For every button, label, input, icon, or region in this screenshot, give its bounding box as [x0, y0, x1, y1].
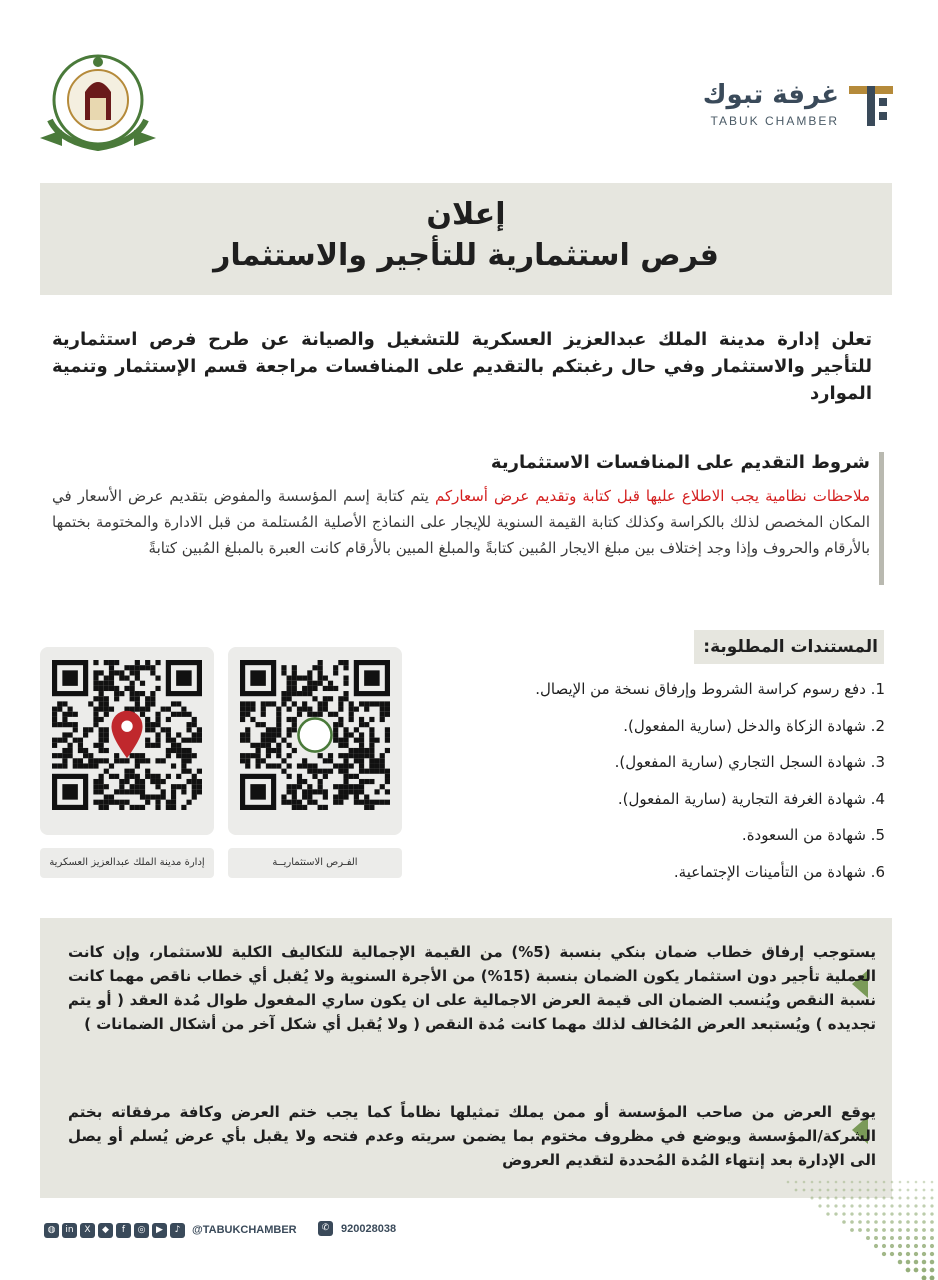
instagram-icon[interactable]: ◎: [134, 1223, 149, 1238]
location-qr-code[interactable]: [52, 660, 202, 810]
location-qr-card[interactable]: [40, 647, 214, 835]
conditions-title: شروط التقديم على المنافسات الاستثمارية: [490, 452, 870, 473]
chamber-name-english: TABUK CHAMBER: [710, 114, 839, 128]
tabuk-mark-icon: [847, 82, 895, 128]
announcement-subtitle: فرص استثمارية للتأجير والاستثمار: [213, 238, 719, 273]
signature-note: يوقع العرض من صاحب المؤسسة أو ممن يملك تمثيلها نظاماً كما يجب ختم العرض وكافة مرفقاته بختم الشركة/المؤسسة ويوضع في مظروف مختوم بما يضمن سريته وعدم فتحه ولا يقبل بأي عرض يُسلم أو يصل الى الإدارة بعد إنتهاء المُدة المُحددة لتقديم العروض: [68, 1103, 876, 1169]
tiktok-icon[interactable]: ♪: [170, 1223, 185, 1238]
document-item: 5. شهادة من السعودة.: [741, 826, 885, 844]
facebook-icon[interactable]: f: [116, 1223, 131, 1238]
chamber-name-arabic: غرفة تبوك: [702, 80, 839, 110]
documents-list: [440, 675, 885, 894]
phone-number[interactable]: 920028038: [341, 1222, 397, 1235]
document-item: 6. شهادة من التأمينات الإجتماعية.: [673, 862, 885, 881]
opportunities-qr-card[interactable]: [228, 647, 402, 835]
conditions-text: يتم كتابة إسم المؤسسة والمفوض بتقديم عرض الأسعار في المكان المخصص لذلك بالكراسة وكذلك كتابة القيمة السنوية للإيجار على النماذج الأصلية المُستلمة من قبل الادارة والمختومة بختمها بالأرقام والحروف وإذا وجد إختلاف بين مبلغ الايجار المُبين كتابةً والمبلغ المبين بالأرقام كانت العبرة بالمبلغ المُبين كتابةً: [52, 487, 870, 557]
document-item: 2. شهادة الزكاة والدخل (سارية المفعول).: [623, 716, 885, 735]
x-icon[interactable]: X: [80, 1223, 95, 1238]
conditions-accent-bar: [879, 452, 884, 585]
document-item: 1. دفع رسوم كراسة الشروط وإرفاق نسخة من الإيصال.: [535, 680, 885, 698]
linkedin-icon[interactable]: in: [62, 1223, 77, 1238]
conditions-body: [52, 483, 870, 561]
opportunities-qr-label: الفـرص الاستثماريــة: [228, 848, 402, 878]
social-handle[interactable]: @TABUKCHAMBER: [192, 1224, 297, 1236]
social-links: [44, 1221, 297, 1239]
phone-contact[interactable]: [318, 1221, 396, 1236]
document-item: 3. شهادة السجل التجاري (سارية المفعول).: [614, 753, 885, 771]
city-seal-logo: [40, 50, 156, 155]
whatsapp-icon: ✆: [318, 1221, 333, 1236]
tabuk-chamber-logo: [700, 80, 895, 132]
intro-paragraph: تعلن إدارة مدينة الملك عبدالعزيز العسكرية للتشغيل والصيانة عن طرح فرص استثمارية للتأجير والاستثمار وفي حال رغبتكم بالتقديم على المنافسات مراجعة قسم الإستثمار وتنمية الموارد: [52, 329, 872, 404]
decorative-dots: [770, 1180, 938, 1280]
guarantee-note: يستوجب إرفاق خطاب ضمان بنكي بنسبة (5%) من القيمة الإجمالية للتكاليف الكلية للاستثمار، وإن كانت العملية تأجير دون استثمار يكون الضمان بنسبة (15%) من الأجرة السنوية ولا يُقبل أي خطاب ناقص مهما كانت نسبة النقص ويُنسب الضمان الى قيمة العرض الاجمالية على ان يكون ساري المفعول طوال مُدة العقد ( أو يتم تجديده ) ويُستبعد العرض المُخالف لذلك مهما كانت مُدة النقص ( ولا يُقبل أي شكل آخر من أشكال الضمانات ): [68, 943, 877, 1033]
notes-box: [40, 918, 892, 1198]
web-icon[interactable]: ◍: [44, 1223, 59, 1238]
announcement-title: إعلان: [426, 197, 506, 232]
documents-title: المستندات المطلوبة:: [694, 630, 884, 664]
document-item: 4. شهادة الغرفة التجارية (سارية المفعول).: [617, 789, 885, 808]
opportunities-qr-code[interactable]: [240, 660, 390, 810]
snapchat-icon[interactable]: ◆: [98, 1223, 113, 1238]
youtube-icon[interactable]: ▶: [152, 1223, 167, 1238]
conditions-warning-text: ملاحظات نظامية يجب الاطلاع عليها قبل كتابة وتقديم عرض أسعاركم: [435, 487, 870, 505]
title-banner: [40, 183, 892, 295]
city-qr-label: إدارة مدينة الملك عبدالعزيز العسكرية: [40, 848, 214, 878]
